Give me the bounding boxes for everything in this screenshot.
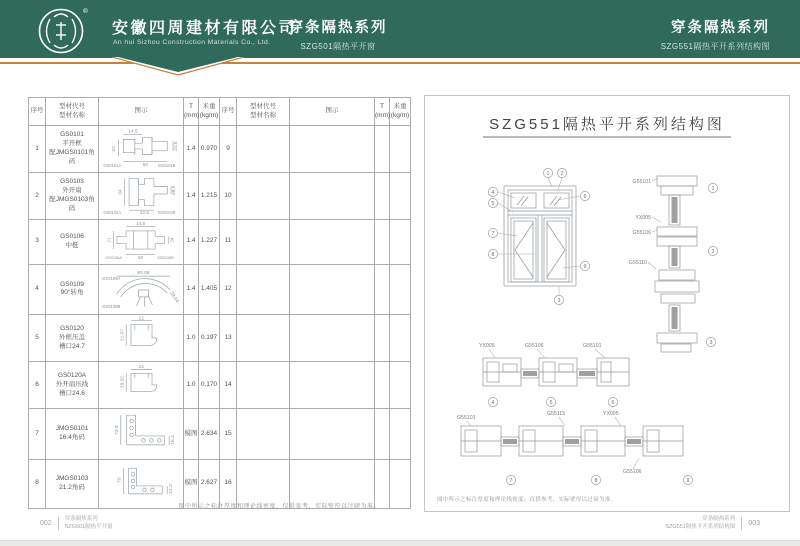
row-no: 5	[29, 315, 46, 362]
header-weight: 米重 (kg/m)	[390, 98, 411, 126]
footer-right	[665, 516, 760, 532]
callout-5	[488, 198, 497, 207]
sub-code-label: GS0106B	[156, 254, 174, 260]
profile-label: G55106	[632, 230, 651, 236]
row-no: 16	[220, 459, 237, 508]
header-code: 型材代号 型材名称	[237, 98, 290, 126]
svg-text:8: 8	[594, 478, 598, 484]
row-no: 4	[29, 264, 46, 315]
profile-label: G55101	[457, 415, 476, 421]
svg-text:6: 6	[583, 194, 587, 200]
dim-label: 39.04	[167, 290, 180, 304]
profile-code: GS0106 中梃	[46, 219, 99, 264]
svg-text:4: 4	[491, 190, 495, 196]
series-name: 穿条隔热系列	[671, 20, 770, 36]
profile-diagram	[99, 362, 184, 409]
diagram-title: SZG551隔热平开系列结构图	[489, 116, 725, 133]
series-title-center	[268, 0, 408, 52]
header-diagram: 图示	[99, 98, 184, 126]
sub-code-label: GS0103B	[157, 210, 176, 215]
profiles-table	[28, 97, 411, 509]
svg-text:5: 5	[549, 400, 553, 406]
svg-text:1: 1	[711, 186, 715, 192]
sub-code-label: GS0103A	[103, 210, 122, 215]
company-name-en: An hui Sizhou Construction Materials Co., Ltd.	[113, 39, 271, 46]
section-callout-2	[708, 246, 717, 255]
dim-label: 19.02	[120, 376, 126, 389]
series-subtitle: SZG501隔热平开窗	[300, 42, 376, 51]
profile-diagram	[99, 315, 184, 362]
footer-divider	[741, 517, 742, 530]
section-callout-3	[706, 337, 715, 346]
callout-3	[554, 295, 563, 304]
svg-text:6: 6	[611, 400, 615, 406]
structure-diagram	[425, 96, 789, 511]
dim-label: 34	[118, 189, 124, 195]
weight: 0.970	[199, 126, 220, 173]
profile-label: G55110	[628, 260, 647, 266]
section-callout-7	[506, 475, 515, 484]
callout-7	[488, 228, 497, 237]
profile-row	[29, 126, 411, 173]
glazing-bars	[672, 197, 678, 329]
profile-label: YX005	[603, 411, 619, 417]
thickness: 1.4	[184, 264, 199, 315]
dim-label: 50	[142, 163, 148, 169]
profile-row	[29, 362, 411, 409]
section-callout-4	[488, 397, 497, 406]
profile-code: GS0120 外框压盖 槽口24.7	[46, 315, 99, 362]
dim-label: 21.5	[173, 141, 179, 151]
dim-label: 14.5	[128, 129, 138, 135]
horizontal-sections-top	[483, 358, 629, 386]
weight: 2.634	[199, 409, 220, 460]
weight: 0.197	[199, 315, 220, 362]
section-leaders	[467, 417, 639, 469]
callout-4	[488, 187, 497, 196]
thickness: 1.4	[184, 126, 199, 173]
sub-code-label: GS0101A	[103, 163, 122, 169]
header-thickness: T (mm)	[375, 98, 390, 126]
profile-row	[29, 219, 411, 264]
series-title-right	[661, 0, 770, 52]
row-no: 15	[220, 409, 237, 460]
dim-label: 12.5	[139, 211, 150, 215]
page-number-right: 003	[748, 520, 760, 528]
row-no: 1	[29, 126, 46, 173]
callout-2	[557, 168, 566, 177]
table-header-row	[29, 98, 411, 126]
profile-table-page	[28, 97, 411, 509]
profile-code: GS0109 90°转角	[46, 264, 99, 315]
thickness: 1.4	[184, 173, 199, 220]
profile-row	[29, 315, 411, 362]
row-no: 7	[29, 409, 46, 460]
dim-label: 83.08	[137, 270, 150, 276]
section-leaders	[648, 178, 661, 269]
section-callout-9	[683, 475, 692, 484]
callout-9	[580, 261, 589, 270]
section-callout-8	[591, 475, 600, 484]
section-leaders	[489, 349, 605, 358]
thickness: 1.0	[184, 362, 199, 409]
diagram-note: 图中所示之标注厚度和理论线密度，仅供参考，实际壁厚以过磅为准。	[437, 497, 617, 503]
svg-text:3: 3	[557, 298, 561, 304]
thickness: 模图	[184, 459, 199, 508]
svg-text:9: 9	[686, 478, 690, 484]
svg-text:9: 9	[583, 264, 587, 270]
svg-text:7: 7	[491, 231, 495, 237]
weight: 1.405	[199, 264, 220, 315]
dim-label: 14.5	[136, 220, 146, 226]
series-subtitle: SZG551隔热平开系列结构图	[660, 42, 770, 51]
registered-mark: ®	[83, 8, 88, 15]
page-number-left: 002	[40, 520, 52, 528]
glazing-bars	[503, 439, 641, 444]
dim-label: 21.07	[120, 329, 126, 342]
sub-code-label: GS0109B	[101, 303, 121, 309]
footer-left	[40, 516, 113, 532]
callout-1	[543, 168, 552, 177]
weight: 1.215	[199, 173, 220, 220]
profile-label: G55101	[583, 343, 602, 349]
svg-text:2: 2	[711, 249, 715, 255]
profile-label: YX005	[635, 215, 651, 221]
weight: 1.227	[199, 219, 220, 264]
header-no: 序号	[29, 98, 46, 126]
row-no: 10	[220, 173, 237, 220]
row-no: 3	[29, 219, 46, 264]
section-callout-5	[546, 397, 555, 406]
profile-diagram	[99, 219, 184, 264]
header-no: 序号	[220, 98, 237, 126]
profile-code: JMGS0101 16.4角码	[46, 409, 99, 460]
profile-code: GS0101 平开框 配JMGS0101角码	[46, 126, 99, 173]
header-thickness: T (mm)	[184, 98, 199, 126]
row-no: 6	[29, 362, 46, 409]
page-bottom-edge	[0, 540, 800, 546]
sub-code-label: GS0101B	[157, 163, 176, 169]
svg-text:3: 3	[709, 340, 713, 346]
dim-label: 21	[138, 365, 145, 371]
dim-label: 71	[106, 237, 112, 243]
sizhou-logo	[36, 4, 90, 58]
profile-code: GS0120A 外开扇压线 槽口24.6	[46, 362, 99, 409]
profile-label: G55101	[632, 179, 651, 185]
header-chevron	[108, 57, 248, 79]
svg-text:8: 8	[491, 252, 495, 258]
callout-8	[488, 249, 497, 258]
profile-code: GS0103 外开扇 配JMGS0103角码	[46, 173, 99, 220]
footer-divider	[58, 517, 59, 530]
profile-diagram	[99, 126, 184, 173]
series-name: 穿条隔热系列	[288, 20, 388, 36]
structure-diagram-page	[424, 95, 790, 512]
sub-code-label: GS0106A	[105, 254, 123, 260]
weight: 0.170	[199, 362, 220, 409]
dim-label: 73.8	[114, 425, 120, 435]
weight: 2.627	[199, 459, 220, 508]
thickness: 模图	[184, 409, 199, 460]
row-no: 12	[220, 264, 237, 315]
sub-code-label: GS0109A	[101, 275, 121, 281]
thickness: 1.0	[184, 315, 199, 362]
profile-row	[29, 264, 411, 315]
footer-series-sub: SZG551隔热平开系列结构图	[665, 523, 736, 530]
profile-diagram	[99, 173, 184, 220]
svg-text:2: 2	[560, 171, 564, 177]
profile-label: YX005	[479, 343, 495, 349]
profile-diagram	[99, 264, 184, 315]
window-elevation	[504, 186, 576, 286]
row-no: 2	[29, 173, 46, 220]
row-no: 14	[220, 362, 237, 409]
dim-label: 58.6	[171, 185, 177, 195]
profile-code: JMGS0103 21.2角码	[46, 459, 99, 508]
row-no: 9	[220, 126, 237, 173]
row-no: 11	[220, 219, 237, 264]
header-weight: 米重 (kg/m)	[199, 98, 220, 126]
dim-label: 32	[111, 146, 117, 152]
row-no: 13	[220, 315, 237, 362]
svg-text:7: 7	[509, 478, 513, 484]
logo-mark-icon	[47, 14, 76, 48]
svg-text:5: 5	[491, 201, 495, 207]
thickness: 1.4	[184, 219, 199, 264]
dim-label: 70	[117, 477, 123, 483]
row-no: 8	[29, 459, 46, 508]
dim-label: 16.4	[171, 435, 177, 445]
table-note: 图中所示之标注厚度和理论线密度，仅供参考，实际壁厚以过磅为准。	[178, 504, 380, 510]
dim-label: 50	[138, 254, 144, 260]
profile-label: G55115	[547, 411, 566, 417]
company-name: 安徽四周建材有限公司	[112, 20, 298, 37]
profile-diagram	[99, 409, 184, 460]
profile-label: G55106	[623, 469, 642, 475]
header-code: 型材代号 型材名称	[46, 98, 99, 126]
dim-label: 24	[169, 237, 175, 243]
dim-label: 21.2	[169, 483, 175, 494]
profile-row	[29, 409, 411, 460]
footer-series-sub: SZG501隔热平开窗	[64, 523, 113, 530]
svg-text:1: 1	[546, 171, 550, 177]
dim-label: 21	[138, 316, 145, 322]
profile-row	[29, 173, 411, 220]
svg-text:4: 4	[491, 400, 495, 406]
section-callout-6	[608, 397, 617, 406]
header-diagram: 图示	[290, 98, 375, 126]
section-callout-1	[708, 183, 717, 192]
footer-series: 穿条隔热系列	[64, 516, 98, 522]
profile-label: G55106	[525, 343, 544, 349]
callout-6	[580, 191, 589, 200]
callout-leaders	[498, 178, 580, 295]
footer-series: 穿条隔热系列	[702, 516, 736, 522]
